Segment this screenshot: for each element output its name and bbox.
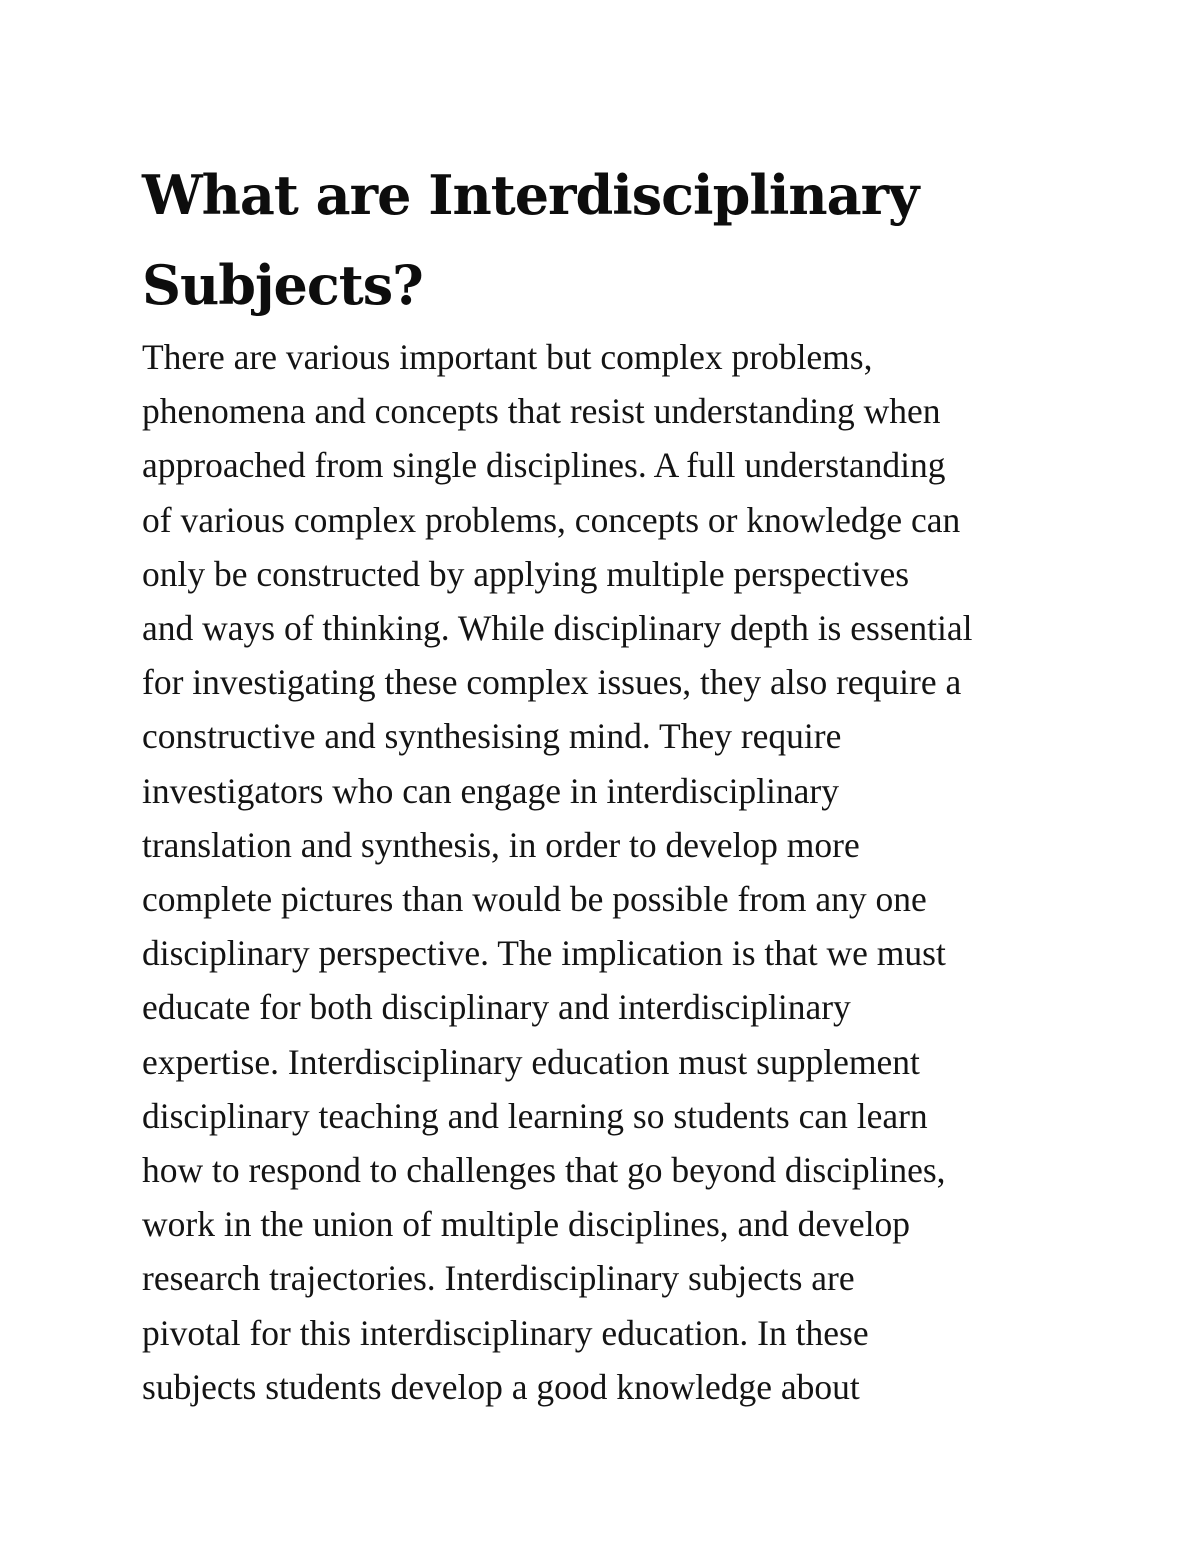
body-paragraph (142, 330, 1062, 1414)
body-line: research trajectories. Interdisciplinary subjects are (142, 1258, 855, 1299)
title-line: What are Interdisciplinary (142, 163, 919, 227)
document-content (142, 150, 1062, 1414)
body-line: for investigating these complex issues, they also require a (142, 662, 962, 703)
body-line: only be constructed by applying multiple perspectives (142, 553, 910, 594)
body-line: disciplinary teaching and learning so students can learn (142, 1095, 928, 1136)
body-line: investigators who can engage in interdisciplinary (142, 770, 839, 811)
body-line: how to respond to challenges that go beyond disciplines, (142, 1150, 946, 1191)
body-line: expertise. Interdisciplinary education must supplement (142, 1041, 920, 1082)
body-line: and ways of thinking. While disciplinary depth is essential (142, 608, 973, 649)
page-title (142, 150, 1062, 330)
body-line: educate for both disciplinary and interdisciplinary (142, 987, 851, 1028)
body-line: subjects students develop a good knowledge about (142, 1366, 860, 1407)
body-line: translation and synthesis, in order to develop more (142, 824, 860, 865)
body-line: approached from single disciplines. A full understanding (142, 445, 946, 486)
body-line: constructive and synthesising mind. They require (142, 716, 842, 757)
body-line: complete pictures than would be possible from any one (142, 879, 927, 920)
body-line: There are various important but complex problems, (142, 337, 873, 377)
body-line: pivotal for this interdisciplinary education. In these (142, 1312, 869, 1353)
body-line: phenomena and concepts that resist understanding when (142, 391, 941, 432)
body-line: of various complex problems, concepts or knowledge can (142, 499, 961, 540)
body-line: work in the union of multiple disciplines, and develop (142, 1204, 911, 1245)
body-line: disciplinary perspective. The implication is that we must (142, 933, 946, 974)
title-line: Subjects? (142, 253, 423, 317)
